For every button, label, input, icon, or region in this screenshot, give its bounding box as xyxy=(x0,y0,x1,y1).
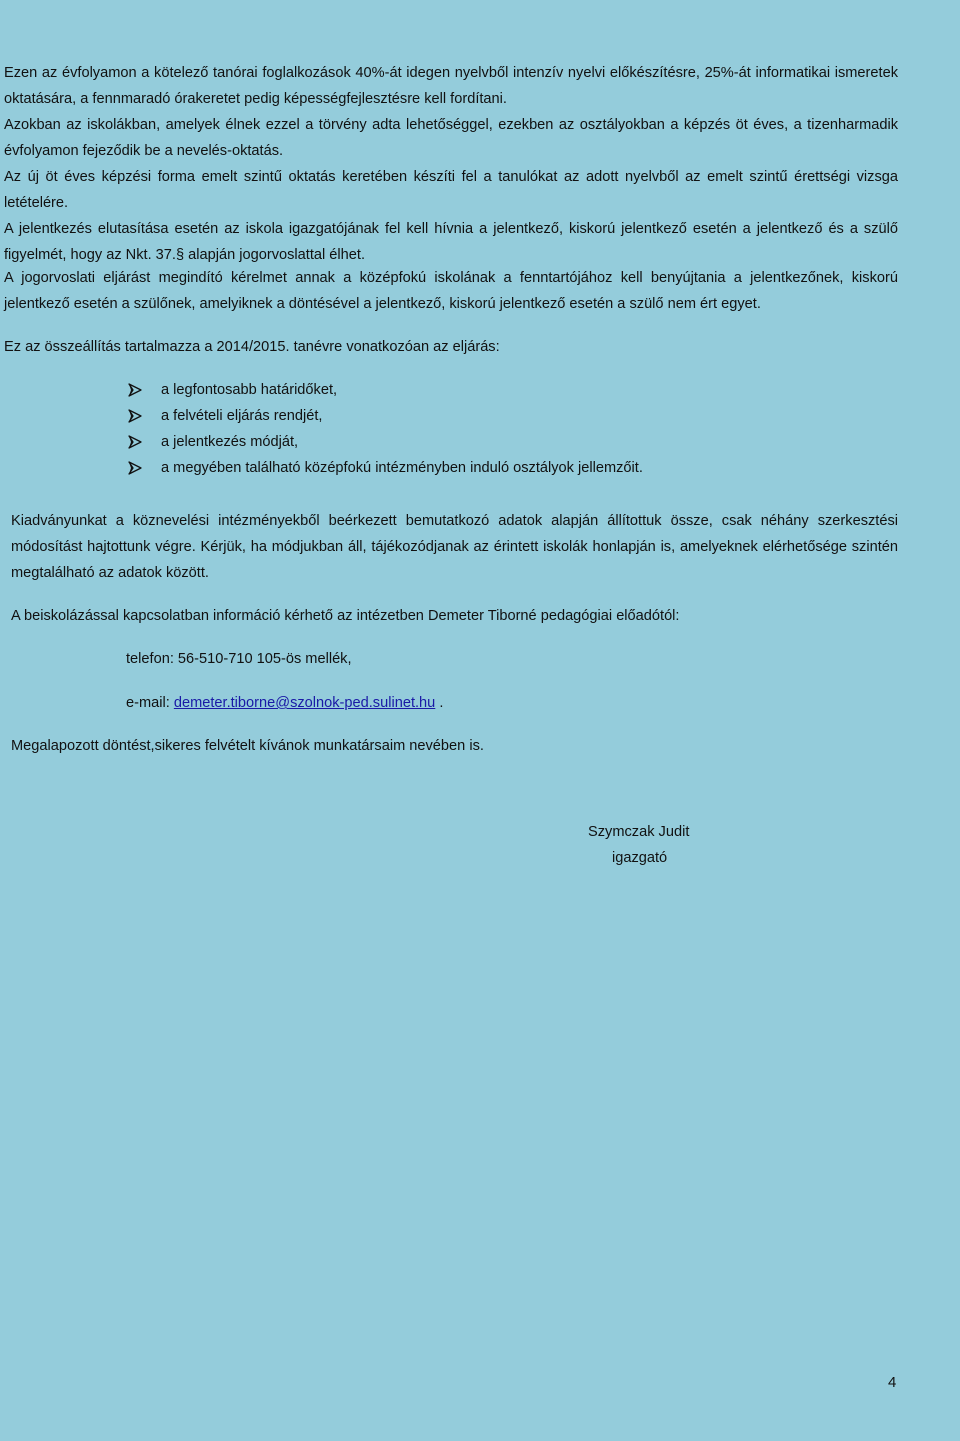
list-item xyxy=(128,403,643,429)
signature-title: igazgató xyxy=(612,850,668,866)
email-link[interactable]: demeter.tiborne@szolnok-ped.sulinet.hu xyxy=(173,695,436,711)
contact-phone: telefon: 56-510-710 105-ös mellék, xyxy=(126,651,352,667)
page-number: 4 xyxy=(888,1374,897,1391)
paragraph-intro: Ez az összeállítás tartalmazza a 2014/2015. tanévre vonatkozóan az eljárás: xyxy=(4,339,500,355)
email-suffix: . xyxy=(435,695,444,711)
bullet-list xyxy=(128,377,643,481)
arrowhead-bullet-icon xyxy=(128,461,161,475)
paragraph-legal-remedy: A jogorvoslati eljárást megindító kérelmet annak a középfokú iskolának a fenntartójához kell benyújtania a jelentkezőnek, kiskorú jelentkező esetén a szülőnek, amelyiknek a döntésével a jelentkező, kiskorú jelentkező esetén a szülő nem ért egyet. xyxy=(4,270,898,312)
paragraph-language-prep: Ezen az évfolyamon a kötelező tanórai foglalkozások 40%-át idegen nyelvből intenzív nyelvi előkészítésre, 25%-át informatikai ismeretek oktatására, a fennmaradó órakeretet pedig képességfejlesztésre kell fordítani. xyxy=(4,65,898,107)
paragraph-advanced-level: Az új öt éves képzési forma emelt szintű oktatás keretében készíti fel a tanulókat az adott nyelvből az emelt szintű érettségi vizsga letételére. xyxy=(4,169,898,211)
arrowhead-bullet-icon xyxy=(128,435,161,449)
paragraph-contact-intro: A beiskolázással kapcsolatban információ kérhető az intézetben Demeter Tiborné pedagógiai előadótól: xyxy=(11,608,680,624)
list-item xyxy=(128,429,643,455)
paragraph-five-year-training: Azokban az iskolákban, amelyek élnek ezzel a törvény adta lehetőséggel, ezekben az osztályokban a képzés öt éves, a tizenharmadik évfolyamon fejeződik be a nevelés-oktatás. xyxy=(4,117,898,159)
paragraph-publication-note: Kiadványunkat a köznevelési intézményekből beérkezett bemutatkozó adatok alapján állítottuk össze, csak néhány szerkesztési módosítást hajtottunk végre. Kérjük, ha módjukban áll, tájékozódjanak az érintett iskolák honlapján is, amelyeknek elérhetősége szintén megtalálható az adatok között. xyxy=(11,513,898,581)
list-item-text: a megyében található középfokú intézményben induló osztályok jellemzőit. xyxy=(161,460,643,476)
contact-email-line xyxy=(126,690,443,716)
email-label: e-mail: xyxy=(126,695,174,711)
paragraph-rejection: A jelentkezés elutasítása esetén az iskola igazgatójának fel kell hívnia a jelentkező, kiskorú jelentkező esetén a jelentkező és a szülő figyelmét, hogy az Nkt. 37.§ alapján jogorvoslattal élhet. xyxy=(4,221,898,263)
signature-name: Szymczak Judit xyxy=(588,824,690,840)
list-item-text: a legfontosabb határidőket, xyxy=(161,382,338,398)
list-item-text: a jelentkezés módját, xyxy=(161,434,299,450)
list-item xyxy=(128,455,643,481)
arrowhead-bullet-icon xyxy=(128,383,161,397)
list-item-text: a felvételi eljárás rendjét, xyxy=(161,408,323,424)
closing-line: Megalapozott döntést,sikeres felvételt kívánok munkatársaim nevében is. xyxy=(11,738,484,754)
list-item xyxy=(128,377,643,403)
arrowhead-bullet-icon xyxy=(128,409,161,423)
